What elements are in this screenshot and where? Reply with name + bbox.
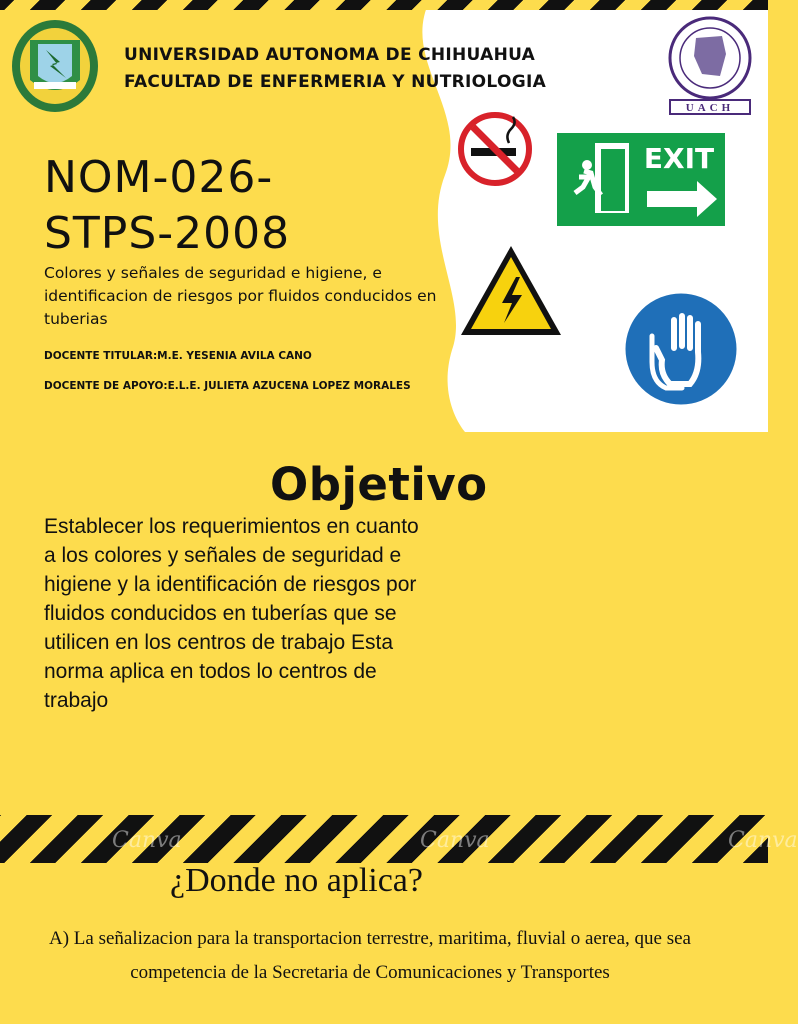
- docente-apoyo: DOCENTE DE APOYO:E.L.E. JULIETA AZUCENA LOPEZ MORALES: [44, 380, 411, 392]
- hazard-stripe-top: [0, 0, 768, 10]
- canva-watermark: Canva: [420, 828, 490, 853]
- faculty-name: FACULTAD DE ENFERMERIA Y NUTRIOLOGIA: [124, 72, 547, 92]
- objetivo-body: Establecer los requerimientos en cuanto a los colores y señales de seguridad e higiene y la identificación de riesgos por fluidos conducidos en tuberías que se utilicen en los centros de trabajo Esta norma aplica en todos lo centros de trabajo: [44, 515, 419, 712]
- no-smoking-sign-icon: [459, 113, 531, 185]
- document-subtitle: Colores y señales de seguridad e higiene, e identificacion de riesgos por fluidos conducidos en tuberias: [44, 264, 437, 328]
- svg-text:EXIT: EXIT: [643, 142, 715, 175]
- donde-no-aplica-heading: ¿Donde no aplica?: [170, 862, 423, 899]
- donde-no-aplica-item-a: A) La señalizacion para la transportacion terrestre, maritima, fluvial o aerea, que sea competencia de la Secretaria de Comunicaciones y Transportes: [49, 928, 691, 983]
- canva-watermark: Canva: [728, 828, 798, 853]
- exit-sign-icon: [557, 133, 725, 226]
- canva-watermark: Canva: [112, 828, 182, 853]
- fen-seal-icon: [662, 14, 758, 116]
- objetivo-heading: Objetivo: [270, 458, 488, 511]
- document-title: NOM-026-STPS-2008: [44, 152, 291, 259]
- university-name: UNIVERSIDAD AUTONOMA DE CHIHUAHUA: [124, 45, 536, 65]
- svg-text:UACH: UACH: [685, 102, 735, 114]
- electrical-hazard-sign-icon: [458, 243, 564, 338]
- gloves-mandatory-sign-icon: [622, 290, 740, 408]
- uach-seal-icon: [10, 18, 100, 114]
- docente-titular: DOCENTE TITULAR:M.E. YESENIA AVILA CANO: [44, 350, 312, 362]
